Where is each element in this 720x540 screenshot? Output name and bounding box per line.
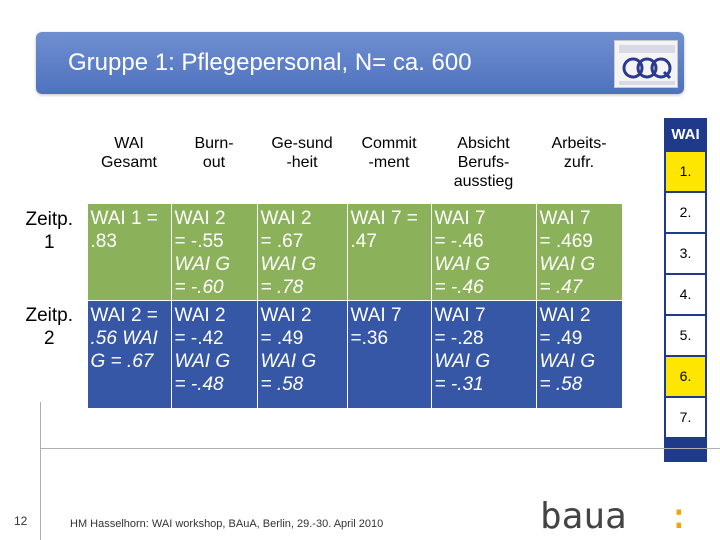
side-date [0,360,2,420]
footer-divider-horizontal [40,448,720,449]
cell-line: WAI 2 [260,304,312,326]
cell-line: = -.46 [434,277,484,298]
cell-line: = .78 [260,277,304,298]
header-line: Arbeits- [551,135,607,152]
cell-line: = -.60 [174,277,224,298]
column-header [536,130,622,204]
column-header [347,130,431,204]
header-line: -heit [286,154,318,171]
cell-line: WAI G [434,254,491,275]
cell-line: = .58 [539,373,583,395]
row-label-line: Zeitp. [25,209,74,230]
cell-line: = -.31 [434,373,484,395]
header-line: out [202,154,226,171]
correlation-cell [87,300,171,408]
cell-line: WAI 7 [434,304,486,326]
header-line: Burn- [194,135,234,152]
cell-line: WAI G [260,254,317,275]
cooq-logo-icon [614,40,678,88]
correlation-cell [431,300,536,408]
header-line: -ment [368,154,410,171]
table-header-row [12,130,622,204]
cell-line: = .49 [539,327,583,349]
cell-line: WAI 1 = [90,208,158,229]
cell-line: WAI G [539,254,596,275]
cell-line: = -.28 [434,327,484,349]
cell-line: = -.55 [174,231,224,252]
cell-line: WAI 2 [174,304,226,326]
header-line: zufr. [563,154,595,171]
cell-line: .83 [90,231,117,252]
column-header [171,130,257,204]
correlation-cell [171,300,257,408]
header-line: Absicht [457,135,510,152]
cell-line: = .58 [260,373,304,395]
cell-line: = .49 [260,327,304,349]
wai-dimension-2: 2. [666,193,705,232]
svg-text:baua: baua [540,496,627,534]
cell-line: = -.46 [434,231,484,252]
table-row [12,300,622,408]
corner-cell [12,130,87,204]
correlation-cell [171,204,257,300]
cell-line: = .469 [539,231,593,252]
table-row [12,204,622,300]
header-line: Gesamt [100,154,157,171]
cell-line: = .47 [539,277,583,298]
row-label [12,204,87,300]
cell-line: WAI 7 = [350,208,418,229]
wai-dimension-6: 6. [666,357,705,396]
cell-line: WAI G [174,350,231,372]
footer-divider-vertical [40,402,41,540]
cell-line: .56 WAI [90,327,158,349]
header-line: WAI [114,135,144,152]
cell-line: WAI 2 [174,208,226,229]
column-header [87,130,171,204]
wai-dimension-1: 1. [666,152,705,191]
row-label-line: Zeitp. [25,305,74,326]
cell-line: WAI 7 [434,208,486,229]
cell-line: WAI 2 [539,304,591,326]
baua-logo-icon [540,496,700,534]
row-label [12,300,87,408]
cell-line: WAI G [539,350,596,372]
cell-line: WAI G [260,350,317,372]
correlation-cell [536,300,622,408]
column-header [431,130,536,204]
wai-dimension-7: 7. [666,398,705,437]
cell-line: .47 [350,231,377,252]
correlation-cell [87,204,171,300]
cell-line: WAI G [174,254,231,275]
header-line: Berufs- [457,154,510,171]
wai-dimension-panel [664,118,707,462]
footer-citation: HM Hasselhorn: WAI workshop, BAuA, Berlin, 29.-30. April 2010 [70,518,384,530]
wai-panel-header: WAI [666,120,705,150]
correlation-cell [257,300,347,408]
row-label-line: 2 [43,328,55,349]
header-line: Commit [361,135,417,152]
correlation-cell [431,204,536,300]
wai-dimension-3: 3. [666,234,705,273]
header-line: Ge-sund [271,135,333,152]
wai-dimension-4: 4. [666,275,705,314]
cell-line: WAI 7 [350,304,402,326]
row-label-line: 1 [43,232,55,253]
cell-line: = -.48 [174,373,224,395]
cell-line: WAI 7 [539,208,591,229]
correlation-cell [347,204,431,300]
cell-line: WAI G [434,350,491,372]
title-bar [36,32,684,94]
wai-dimension-5: 5. [666,316,705,355]
page-number: 12 [14,514,28,528]
cell-line: WAI 2 [260,208,312,229]
cell-line: =.36 [350,327,389,349]
cell-line: WAI 2 = [90,304,158,326]
cell-line: = -.42 [174,327,224,349]
slide-title: Gruppe 1: Pflegepersonal, N= ca. 600 [68,49,472,76]
cell-line: = .67 [260,231,304,252]
cell-line: G = .67 [90,350,154,372]
header-line: ausstieg [453,173,514,190]
column-header [257,130,347,204]
wai-correlation-table [12,130,622,408]
correlation-cell [536,204,622,300]
correlation-cell [347,300,431,408]
svg-text::: : [668,496,690,534]
correlation-cell [257,204,347,300]
